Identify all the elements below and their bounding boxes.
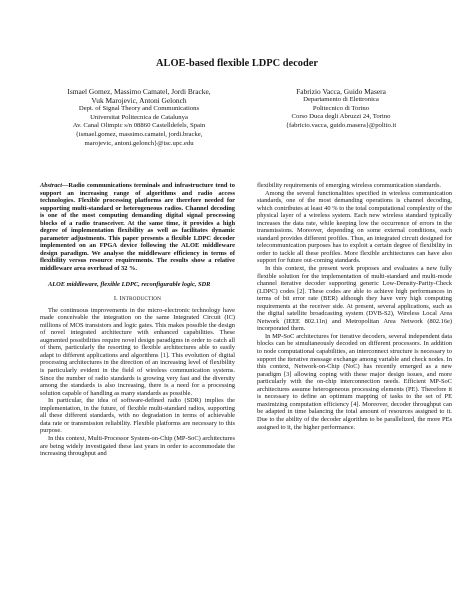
email-line-1: {fabricio.vacca, guido.masera}@polito.it [285,122,397,130]
abstract-label: Abstract [40,182,63,189]
author-names-line-1: Fabrizio Vacca, Guido Masera [296,87,386,96]
affiliation-line-3: Av. Canal Olimpic s/n 08860 Castelldefels, Spain [72,122,206,130]
paper-title: ALOE-based flexible LDPC decoder [156,58,318,69]
author-names-line-2: Vuk Marojevic, Antoni Gelonch [91,96,187,105]
author-block-polito [246,87,436,131]
affiliation-line-3: Corso Duca degli Abruzzi 24, Torino [291,113,391,121]
body-paragraph: flexibility requirements of emerging wireless communication standards. [257,182,441,189]
body-paragraph: In MP-SoC architectures for iterative decoders, several independent data blocks can be simultaneously decoded on different processors. In addition to node computational capabilities, an interconnect structure is necessary to support the iterative message exchange among variable and check nodes. In this context, Network-on-Chip (NoC) has recently emerged as a new paradigm [3] allowing coping with these major design issues, and more particularly with the on-chip interconnection needs. Efficient MP-SoC architectures assume heterogeneous processing elements (PE). Therefore it is necessary to define an optimum mapping of tasks to the set of PE maximizing computation efficiency [4]. Moreover, decoder throughput can be adapted in time balancing the total amount of resources assigned to it. Due to the ability of the decoder algorithm to be parallelized, the more PEs assigned to it, the higher performance. [257,332,452,431]
email-line-2: marojevic, antoni.gelonch}@tsc.upc.edu [84,139,194,147]
section-heading-introduction [40,295,235,304]
section-title-rest: NTRODUCTION [121,296,162,303]
body-paragraph: In this context, Multi-Processor System-on-Chip (MP-SoC) architectures are being widely investigated these last years in order to accommodate the increasing throughput and [40,434,235,458]
body-paragraph: The continuous improvements in the micro-electronic technology have made conceivable the integration on the same Integrated Circuit (IC) millions of MOS transistors and logic gates. This makes possible the design of novel integrated architecture with enhanced capabilities. These augmented possibilities require novel design paradigms in order to catch all of them, particularly the resorting to flexible architectures able to easily adapt to different applications and algorithms [1]. This evolution of digital processing architectures in the direction of an increasing level of flexibility is particularly evident in the field of wireless communication systems. Since the number of radio standards is growing very fast and the diversity among the standards is also increasing, there is a need for a processing solution capable of handling as many standards as possible. [40,306,235,397]
section-title-initial: I [119,295,122,303]
affiliation-line-2: Politecnico di Torino [312,104,370,112]
keywords: ALOE middleware, flexible LDPC, reconfigurable logic, SDR [48,280,211,288]
section-numeral: I. [113,295,118,303]
left-column [40,182,235,458]
affiliation-line-2: Universitat Politecnica de Catalunya [90,113,188,121]
affiliation-line-1: Departamento di Elettronica [303,96,379,103]
affiliation-line-1: Dept. of Signal Theory and Communications [78,105,200,112]
abstract [40,182,235,273]
body-paragraph: In this context, the present work proposes and evaluates a new fully flexible solution for the implementation of multi-standard and multi-mode channel iterative decoder supporting generic Low-Density-Parity-Check (LDPC) codes [2]. These codes are able to achieve high performances in terms of bit error rate (BER) although they have very high computing requirements at the receiver side. At present, several applications, such as the digital satellite broadcasting system (DVB-S2), Wireless Local Area Network (IEEE 802.11n) and Metropolitan Area Network (802.16e) incorporated them. [257,265,452,333]
email-line-1: {ismael.gomez, massimo.camatel, jordi.bracke, [75,131,203,139]
body-paragraph: Among the several functionalities specified in wireless communication standards, one of the most demanding operations is channel decoding, which contributes at least 40 % to the total computational complexity of the physical layer of a wireless system. Each new wireless standard typically increases the data rate, while keeping low the occurrence of errors in the transmissions. Moreover, depending on some external conditions, each standard provides different profiles. Thus, an integrated circuit designed for telecommunication purposes has to exploit a certain degree of flexibility in order to tackle all these profiles. More flexible architectures can have also support for future out-coming standards. [257,189,452,265]
body-paragraph: In particular, the idea of software-defined radio (SDR) implies the implementation, in the future, of flexible multi-standard radios, supporting all these different standards, with no degradation in terms of achievable data rate or transmission reliability. Flexible platforms are necessary to this purpose. [40,397,235,435]
abstract-text: —Radio communications terminals and infrastructure tend to support an increasing range of algorithms and radio access technologies. Flexible processing platforms are therefore needed for supporting multi-standard or heterogeneous radios. Channel decoding is one of the most computing demanding digital signal processing blocks of a radio transceiver. At the same time, it provides a high degree of implementation flexibility as well as facilitates dynamic parameter adjustments. This paper presents a flexible LDPC decoder implemented on an FPGA device following the ALOE middleware design paradigm. We analyse the middleware efficiency in terms of flexibility versus resource requirements. The results show a relative middleware area overhead of 32 %. [40,182,235,273]
author-names-line-1: Ismael Gomez, Massimo Camatel, Jordi Bracke, [67,87,211,96]
author-block-upc [40,87,238,149]
right-column [257,182,452,431]
